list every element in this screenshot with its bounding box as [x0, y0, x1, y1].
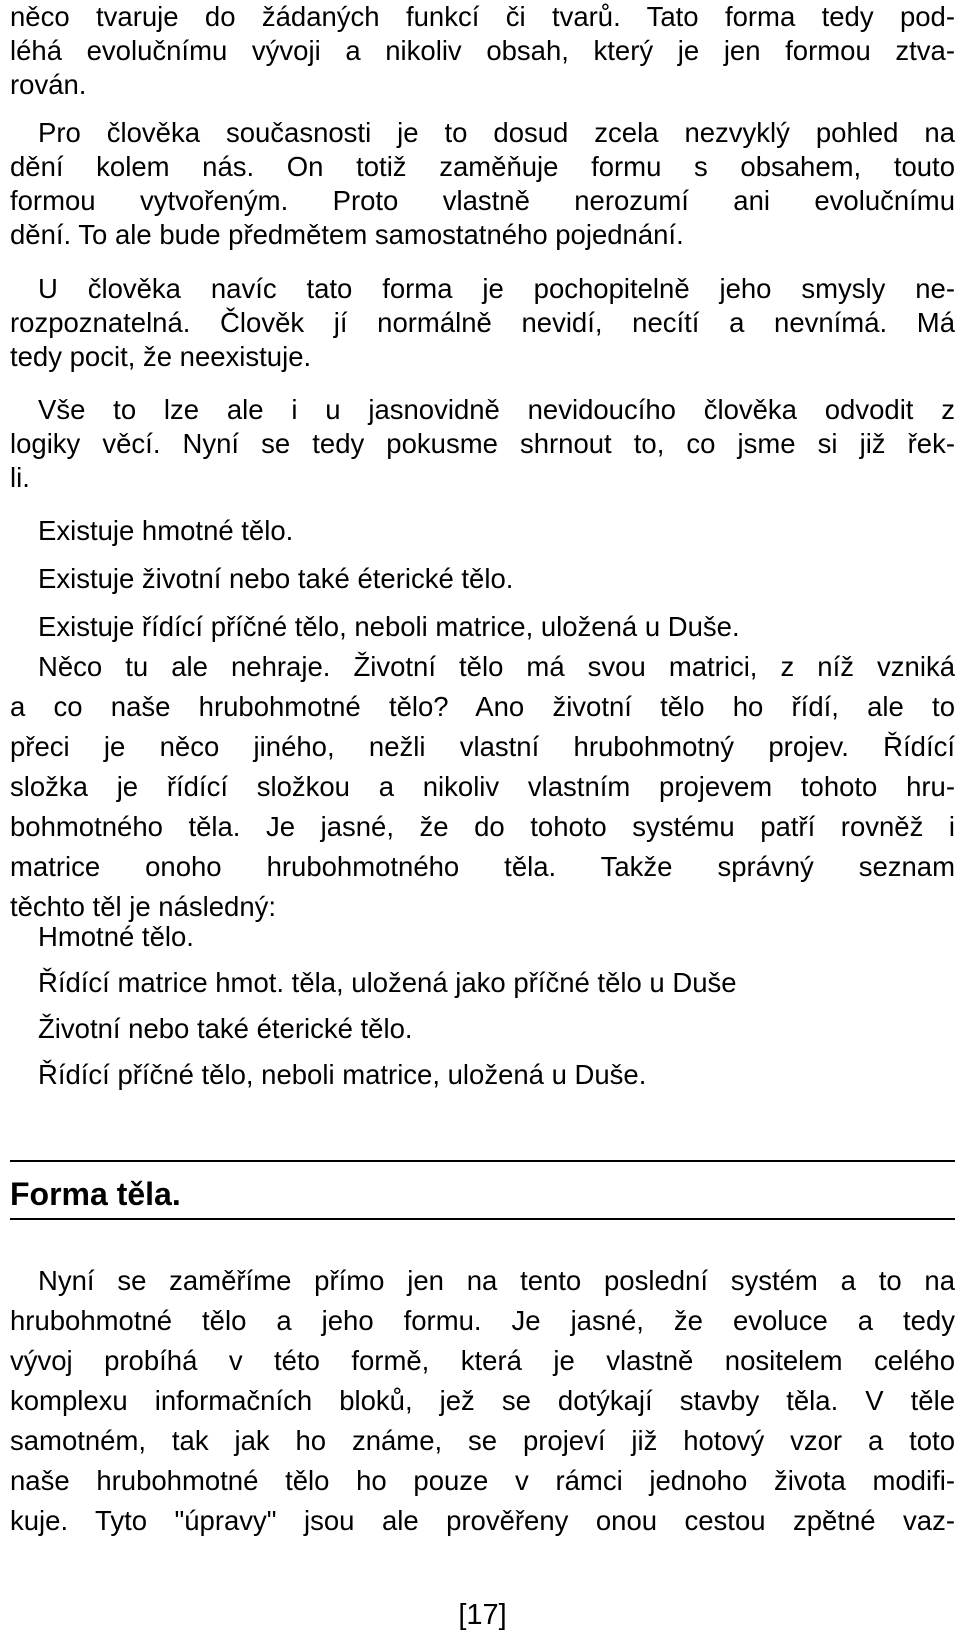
list-item: Životní nebo také éterické tělo. — [38, 1013, 413, 1044]
paragraph-5 — [10, 650, 955, 924]
text-line: Vše to lze ale i u jasnovidně nevidoucího člověka odvodit z — [38, 394, 955, 425]
text-line: složka je řídící složkou a nikoliv vlastním projevem tohoto hru- — [10, 771, 955, 802]
text-line: formou vytvořeným. Proto vlastně nerozumí ani evolučnímu — [10, 185, 955, 216]
text-line: komplexu informačních bloků, jež se dotýkají stavby těla. V těle — [10, 1385, 955, 1416]
text-line: Něco tu ale nehraje. Životní tělo má svou matrici, z níž vzniká — [38, 651, 955, 682]
text-line: těchto těl je následný: — [10, 891, 277, 922]
text-line: vývoj probíhá v této formě, která je vlastně nositelem celého — [10, 1345, 955, 1376]
body-list-2 — [10, 920, 955, 1092]
paragraph-3 — [10, 272, 955, 374]
text-line: bohmotného těla. Je jasné, že do tohoto systému patří rovněž i — [10, 811, 955, 842]
page-number: [17] — [458, 1599, 507, 1631]
list-item: Existuje hmotné tělo. — [38, 515, 294, 546]
list-item: Řídící příčné tělo, neboli matrice, uložená u Duše. — [38, 1059, 647, 1090]
body-list-1 — [10, 514, 955, 644]
section-rule-bottom — [10, 1218, 955, 1220]
list-item: Řídící matrice hmot. těla, uložená jako příčné tělo u Duše — [38, 967, 737, 998]
text-line: kuje. Tyto "úpravy" jsou ale prověřeny onou cestou zpětné vaz- — [10, 1505, 955, 1536]
paragraph-1 — [10, 0, 955, 102]
paragraph-6 — [10, 1264, 955, 1538]
text-line: rozpoznatelná. Člověk jí normálně nevidí, necítí a nevnímá. Má — [10, 307, 955, 338]
text-line: léhá evolučnímu vývoji a nikoliv obsah, který je jen formou ztva- — [10, 35, 955, 66]
text-line: naše hrubohmotné tělo ho pouze v rámci jednoho života modifi- — [10, 1465, 955, 1496]
text-line: li. — [10, 462, 30, 493]
text-line: logiky věcí. Nyní se tedy pokusme shrnout to, co jsme si již řek- — [10, 428, 955, 459]
text-line: a co naše hrubohmotné tělo? Ano životní tělo ho řídí, ale to — [10, 691, 955, 722]
text-line: matrice onoho hrubohmotného těla. Takže správný seznam — [10, 851, 955, 882]
text-line: samotném, tak jak ho známe, se projeví již hotový vzor a toto — [10, 1425, 955, 1456]
text-line: dění kolem nás. On totiž zaměňuje formu s obsahem, touto — [10, 151, 955, 182]
document-page — [10, 0, 955, 1638]
text-line: U člověka navíc tato forma je pochopitelně jeho smysly ne- — [38, 273, 955, 304]
text-line: Pro člověka současnosti je to dosud zcela nezvyklý pohled na — [38, 117, 955, 148]
section-heading: Forma těla. — [10, 1176, 181, 1212]
paragraph-2 — [10, 116, 955, 252]
list-item: Hmotné tělo. — [38, 921, 194, 952]
text-line: tedy pocit, že neexistuje. — [10, 341, 312, 372]
paragraph-4 — [10, 393, 955, 495]
text-line: rován. — [10, 69, 87, 100]
list-item: Existuje životní nebo také éterické tělo. — [38, 563, 514, 594]
text-line: hrubohmotné tělo a jeho formu. Je jasné, že evoluce a tedy — [10, 1305, 955, 1336]
section-rule-top — [10, 1160, 955, 1162]
list-item: Existuje řídící příčné tělo, neboli matrice, uložená u Duše. — [38, 611, 740, 642]
text-line: něco tvaruje do žádaných funkcí či tvarů. Tato forma tedy pod- — [10, 1, 955, 32]
text-line: přeci je něco jiného, nežli vlastní hrubohmotný projev. Řídící — [10, 731, 955, 762]
text-line: Nyní se zaměříme přímo jen na tento poslední systém a to na — [38, 1265, 955, 1296]
text-line: dění. To ale bude předmětem samostatného pojednání. — [10, 219, 684, 250]
